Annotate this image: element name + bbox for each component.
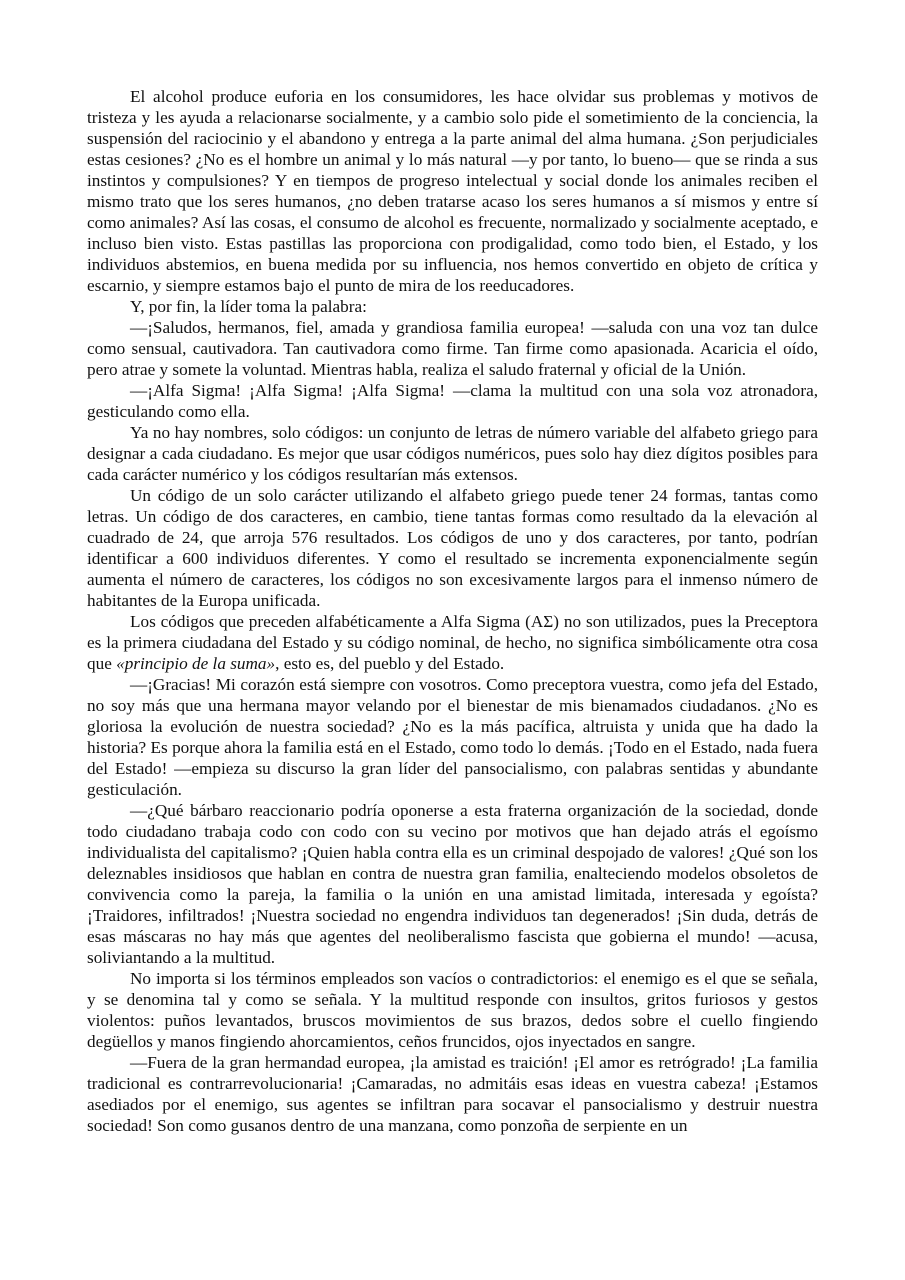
paragraph-text: , esto es, del pueblo y del Estado. xyxy=(275,654,505,673)
paragraph: Ya no hay nombres, solo códigos: un conjunto de letras de número variable del alfabeto griego para designar a cada ciudadano. Es mejor que usar códigos numéricos, pues solo hay diez dígitos posibles para cada carácter numérico y los códigos resultarían más extensos. xyxy=(87,423,818,484)
italic-phrase: «principio de la suma» xyxy=(116,654,276,673)
paragraph: —¡Alfa Sigma! ¡Alfa Sigma! ¡Alfa Sigma! —clama la multitud con una sola voz atronadora, gesticulando como ella. xyxy=(87,381,818,421)
paragraph: —¡Saludos, hermanos, fiel, amada y grandiosa familia europea! —saluda con una voz tan dulce como sensual, cautivadora. Tan cautivadora como firme. Tan firme como apasionada. Acaricia el oído, pero atrae y somete la voluntad. Mientras habla, realiza el saludo fraternal y oficial de la Unión. xyxy=(87,318,818,379)
paragraph: —¡Gracias! Mi corazón está siempre con vosotros. Como preceptora vuestra, como jefa del Estado, no soy más que una hermana mayor velando por el bienestar de mis bienamados ciudadanos. ¿No es gloriosa la evolución de nuestra sociedad? ¿No es la más pacífica, altruista y unida que ha dado la historia? Es porque ahora la familia está en el Estado, como todo lo demás. ¡Todo en el Estado, nada fuera del Estado! —empieza su discurso la gran líder del pansocialismo, con palabras sentidas y abundante gesticulación. xyxy=(87,675,818,799)
paragraph: Y, por fin, la líder toma la palabra: xyxy=(130,297,367,316)
paragraph: Un código de un solo carácter utilizando el alfabeto griego puede tener 24 formas, tantas como letras. Un código de dos caracteres, en cambio, tiene tantas formas como resultado da la elevación al cuadrado de 24, que arroja 576 resultados. Los códigos de uno y dos caracteres, por tanto, podrían identificar a 600 individuos diferentes. Y como el resultado se incrementa exponencialmente según aumenta el número de caracteres, los códigos no son excesivamente largos para el inmenso número de habitantes de la Europa unificada. xyxy=(87,486,818,610)
paragraph-text: Los códigos que preceden alfabéticamente a Alfa Sigma (ΑΣ) no son utilizados, pues la Preceptora es la primera ciudadana del Estado y su código nominal, de hecho, no significa simbólicamente otra cosa que xyxy=(87,612,818,673)
document-page xyxy=(87,86,818,1136)
paragraph: —¿Qué bárbaro reaccionario podría oponerse a esta fraterna organización de la sociedad, donde todo ciudadano trabaja codo con codo con su vecino por motivos que han dejado atrás el egoísmo individualista del capitalismo? ¡Quien habla contra ella es un criminal despojado de valores! ¿Qué son los deleznables insidiosos que hablan en contra de nuestra gran familia, enalteciendo modelos obsoletos de convivencia como la pareja, la familia o la unión en una amistad limitada, interesada y egoísta? ¡Traidores, infiltrados! ¡Nuestra sociedad no engendra individuos tan degenerados! ¡Sin duda, detrás de esas máscaras no hay más que agentes del neoliberalismo fascista que gobierna el mundo! —acusa, soliviantando a la multitud. xyxy=(87,801,818,967)
paragraph: No importa si los términos empleados son vacíos o contradictorios: el enemigo es el que se señala, y se denomina tal y como se señala. Y la multitud responde con insultos, gritos furiosos y gestos violentos: puños levantados, bruscos movimientos de sus brazos, dedos sobre el cuello fingiendo degüellos y manos fingiendo ahorcamientos, ceños fruncidos, ojos inyectados en sangre. xyxy=(87,969,818,1051)
paragraph: El alcohol produce euforia en los consumidores, les hace olvidar sus problemas y motivos de tristeza y les ayuda a relacionarse socialmente, y a cambio solo pide el sometimiento de la conciencia, la suspensión del raciocinio y el abandono y entrega a la parte animal del alma humana. ¿Son perjudiciales estas cesiones? ¿No es el hombre un animal y lo más natural —y por tanto, lo bueno— que se rinda a sus instintos y compulsiones? Y en tiempos de progreso intelectual y social donde los animales reciben el mismo trato que los seres humanos, ¿no deben tratarse acaso los seres humanos a sí mismos y entre sí como animales? Así las cosas, el consumo de alcohol es frecuente, normalizado y socialmente aceptado, e incluso bien visto. Estas pastillas las proporciona con prodigalidad, como todo bien, el Estado, y los individuos abstemios, en buena medida por su influencia, nos hemos convertido en objeto de crítica y escarnio, y siempre estamos bajo el punto de mira de los reeducadores. xyxy=(87,87,818,295)
paragraph xyxy=(87,611,818,674)
paragraph: —Fuera de la gran hermandad europea, ¡la amistad es traición! ¡El amor es retrógrado! ¡La familia tradicional es contrarrevolucionaria! ¡Camaradas, no admitáis esas ideas en vuestra cabeza! ¡Estamos asediados por el enemigo, sus agentes se infiltran para socavar el pansocialismo y destruir nuestra sociedad! Son como gusanos dentro de una manzana, como ponzoña de serpiente en un xyxy=(87,1053,818,1135)
